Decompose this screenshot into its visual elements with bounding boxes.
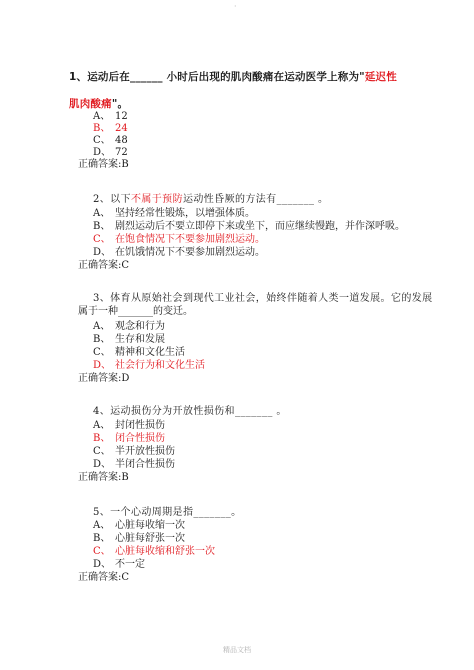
- q1-option-c: C、 48: [93, 135, 128, 146]
- q3-option-a: A、 观念和行为: [93, 321, 165, 332]
- q1-blank: ______: [130, 71, 163, 83]
- q5-option-c: C、 心脏每收缩和舒张一次: [93, 546, 215, 557]
- q2-option-d: D、 在饥饿情况下不要参加剧烈运动。: [93, 247, 265, 258]
- q4-option-d: D、 半闭合性损伤: [93, 459, 175, 470]
- q3-answer: 正确答案:D: [78, 373, 130, 384]
- q4-option-b: B、 闭合性损伤: [93, 433, 165, 444]
- question-4-text: 4、运动损伤分为开放性损伤和_______ 。: [93, 406, 287, 417]
- q1-suffix: "。: [111, 98, 129, 110]
- q2-option-c: C、 在饱食情况下不要参加剧烈运动。: [93, 234, 265, 245]
- q4-option-c: C、 半开放性损伤: [93, 446, 175, 457]
- top-mark: ·: [234, 2, 237, 11]
- page-footer: 精品文档: [223, 646, 251, 654]
- q3-option-b: B、 生存和发展: [93, 334, 165, 345]
- question-2-text: 2、以下不属于预防运动性昏厥的方法有_______ 。: [93, 194, 329, 205]
- q2-answer: 正确答案:C: [78, 260, 130, 271]
- q1-answer: 正确答案:B: [78, 159, 129, 170]
- q5-option-b: B、 心脏每舒张一次: [93, 533, 185, 544]
- question-5-text: 5、一个心动周期是指_______。: [93, 507, 242, 518]
- q2-option-b: B、 剧烈运动后不要立即停下来或坐下，而应继续慢跑，并作深呼吸。: [93, 221, 405, 232]
- q2-option-a: A、 坚持经常性锻炼，以增强体质。: [93, 208, 255, 219]
- q1-option-d: D、 72: [93, 147, 128, 158]
- q2-highlight: 不属于预防: [130, 194, 183, 205]
- q4-answer: 正确答案:B: [78, 472, 129, 483]
- question-3-line-2: 属于一种_______的变迁。: [78, 306, 193, 317]
- q1-mid: 小时后出现的肌肉酸痛在运动医学上称为": [162, 71, 365, 83]
- q4-option-a: A、 封闭性损伤: [93, 420, 165, 431]
- question-3-line-1: 3、体育从原始社会到现代工业社会，始终伴随着人类一道发展。它的发展: [93, 293, 433, 304]
- q5-answer: 正确答案:C: [78, 572, 130, 583]
- q1-highlight: 延迟性肌肉酸痛: [69, 71, 397, 110]
- q5-option-a: A、 心脏每收缩一次: [93, 520, 185, 531]
- q1-prefix: 1、运动后在: [69, 71, 131, 83]
- q3-option-c: C、 精神和文化生活: [93, 347, 185, 358]
- q1-option-b: B、 24: [93, 123, 128, 134]
- q5-option-d: D、 不一定: [93, 559, 145, 570]
- q3-option-d: D、 社会行为和文化生活: [93, 360, 205, 371]
- q1-option-a: A、 12: [93, 111, 128, 122]
